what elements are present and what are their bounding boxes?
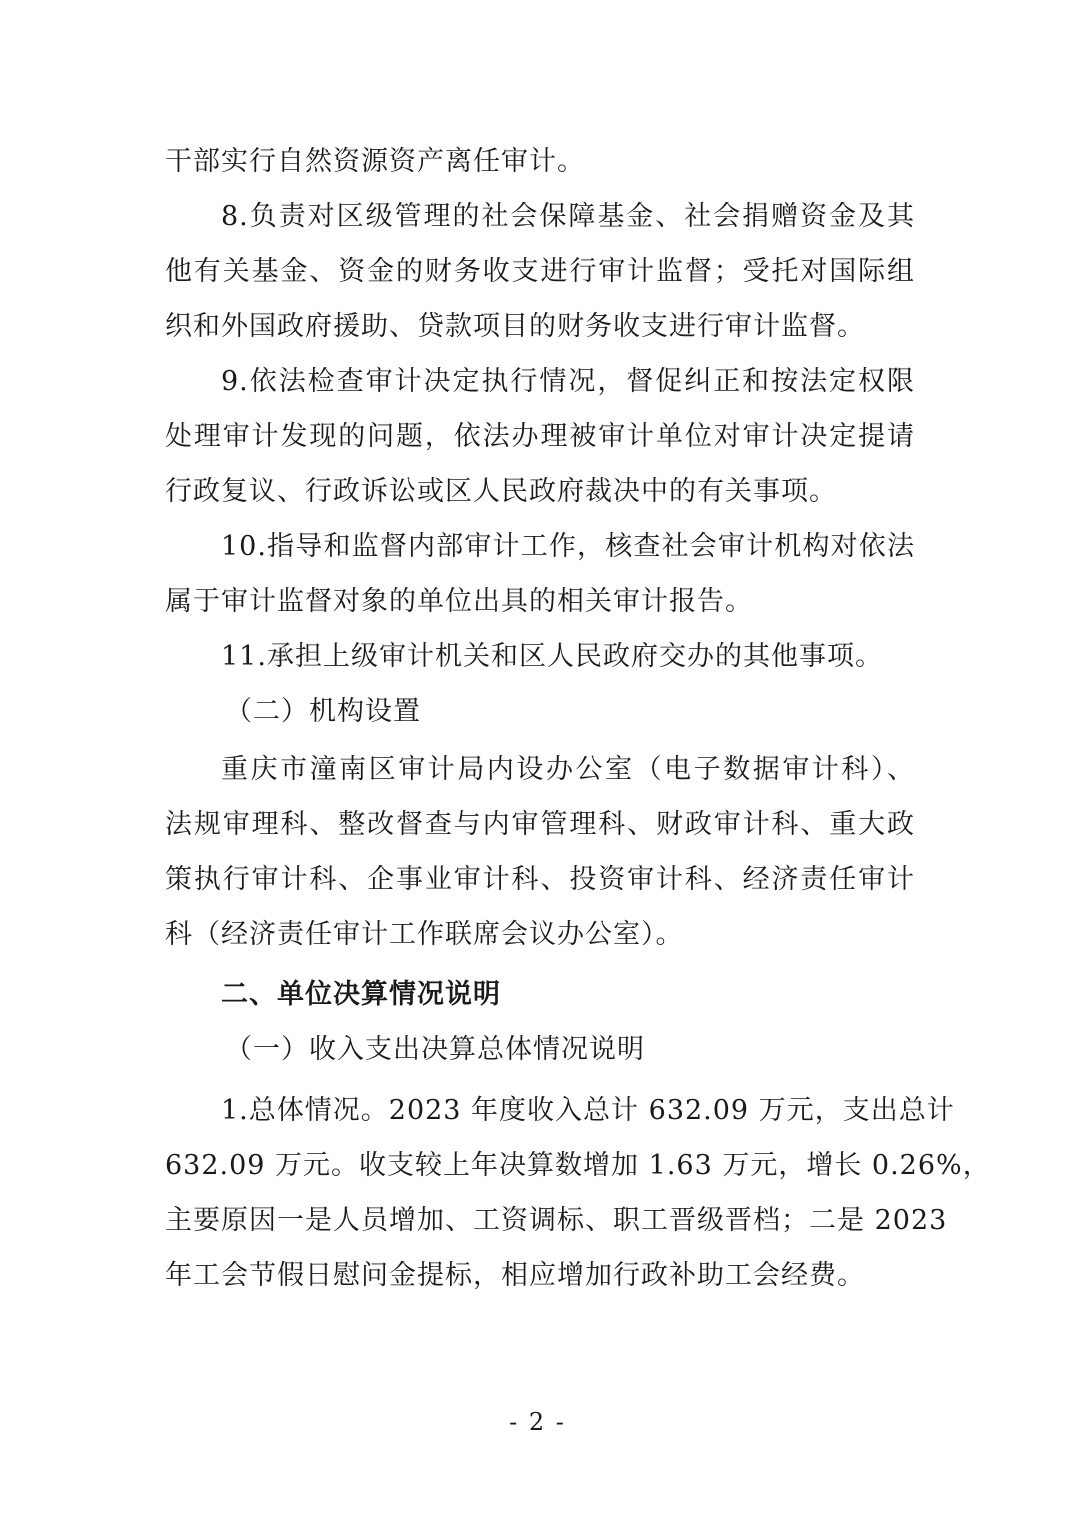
paragraph-line: 处理审计发现的问题，依法办理被审计单位对审计决定提请 <box>165 421 915 452</box>
paragraph-line: 8.负责对区级管理的社会保障基金、社会捐赠资金及其 <box>221 201 915 232</box>
paragraph-line: 1.总体情况。2023 年度收入总计 632.09 万元，支出总计 <box>221 1095 955 1126</box>
paragraph-line: 科（经济责任审计工作联席会议办公室）。 <box>165 919 684 950</box>
page-number: - 2 - <box>509 1408 566 1436</box>
section-subheading: （二）机构设置 <box>225 696 421 727</box>
paragraph-line: 10.指导和监督内部审计工作，核查社会审计机构对依法 <box>221 531 915 562</box>
paragraph-line: 632.09 万元。收支较上年决算数增加 1.63 万元，增长 0.26%， <box>165 1150 991 1181</box>
paragraph-line: 11.承担上级审计机关和区人民政府交办的其他事项。 <box>221 641 883 672</box>
paragraph-line: 干部实行自然资源资产离任审计。 <box>165 146 585 177</box>
paragraph-line: 法规审理科、整改督查与内审管理科、财政审计科、重大政 <box>165 809 915 840</box>
paragraph-line: 织和外国政府援助、贷款项目的财务收支进行审计监督。 <box>165 311 865 342</box>
section-subheading: （一）收入支出决算总体情况说明 <box>225 1034 645 1065</box>
section-heading: 二、单位决算情况说明 <box>221 979 501 1010</box>
paragraph-line: 策执行审计科、企事业审计科、投资审计科、经济责任审计 <box>165 864 915 895</box>
paragraph-line: 重庆市潼南区审计局内设办公室（电子数据审计科）、 <box>221 754 915 785</box>
paragraph-line: 年工会节假日慰问金提标，相应增加行政补助工会经费。 <box>165 1260 865 1291</box>
paragraph-line: 主要原因一是人员增加、工资调标、职工晋级晋档；二是 2023 <box>165 1205 948 1236</box>
paragraph-line: 他有关基金、资金的财务收支进行审计监督；受托对国际组 <box>165 256 915 287</box>
paragraph-line: 行政复议、行政诉讼或区人民政府裁决中的有关事项。 <box>165 476 837 507</box>
paragraph-line: 属于审计监督对象的单位出具的相关审计报告。 <box>165 586 753 617</box>
paragraph-line: 9.依法检查审计决定执行情况，督促纠正和按法定权限 <box>221 366 915 397</box>
